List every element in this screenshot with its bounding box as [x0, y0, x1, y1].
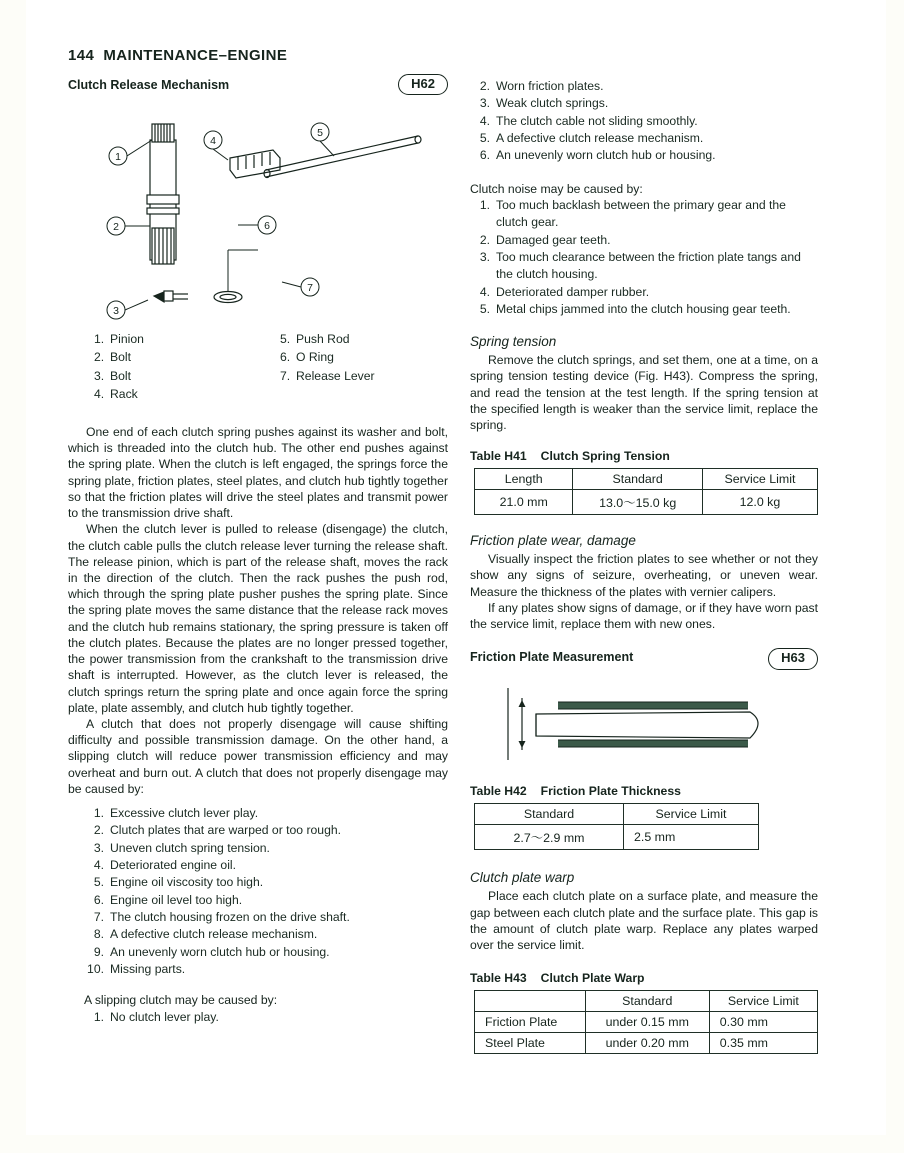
page-header [68, 47, 287, 64]
friction-plate-measurement-diagram [470, 674, 818, 784]
spring-tension-heading: Spring tension [470, 334, 557, 350]
figure-tag-h63: H63 [768, 648, 818, 669]
clutch-noise-causes-list [454, 197, 818, 318]
table-h42-caption [470, 784, 818, 798]
page-number: 144 [68, 47, 95, 64]
table-row [475, 490, 818, 515]
left-column [68, 78, 448, 1026]
list-item: 3. Too much clearance between the friction plate tangs and the clutch housing. [479, 249, 801, 282]
table-header-row [475, 469, 818, 490]
clutch-noise-intro [470, 181, 818, 197]
table-h41-clutch-spring-tension [474, 468, 818, 515]
table-row [475, 825, 759, 850]
table-cell: 12.0 kg [702, 490, 817, 515]
table-row [475, 1033, 818, 1054]
clutch-release-figure-title: Clutch Release Mechanism [68, 78, 230, 92]
legend-item [280, 330, 375, 348]
list-item: 2. Worn friction plates. [479, 79, 604, 93]
table-cell: under 0.15 mm [585, 1012, 709, 1033]
column-header: Service Limit [702, 469, 817, 490]
table-cell: Friction Plate [475, 1012, 586, 1033]
clutch-operation-text [68, 424, 448, 797]
clutch-parts-legend [68, 330, 448, 410]
legend-item [94, 348, 144, 366]
table-title: Friction Plate Thickness [540, 784, 681, 799]
legend-item-number: 2. [94, 350, 105, 365]
legend-item-label: Release Lever [296, 368, 375, 383]
figure-tag-h62: H62 [398, 74, 448, 95]
list-item: 9. An unevenly worn clutch hub or housing. [93, 944, 330, 959]
list-item: 4. Deteriorated engine oil. [93, 858, 237, 873]
column-header: Standard [573, 469, 702, 490]
table-header-row [475, 991, 818, 1012]
page-title: MAINTENANCE–ENGINE [103, 47, 288, 64]
table-label: Table H41 [470, 449, 527, 464]
clutch-diagram-svg [68, 100, 448, 332]
table-cell: 2.7～2.9 mm [475, 825, 624, 850]
list-item: 2. Clutch plates that are warped or too rough. [93, 823, 342, 838]
spring-tension-text [470, 352, 818, 433]
disengage-causes-list [68, 805, 448, 978]
list-item: 5. Engine oil viscosity too high. [93, 875, 264, 890]
legend-item-number: 5. [280, 332, 291, 346]
slipping-causes-list-part1 [68, 1009, 448, 1026]
friction-plate-measurement-title: Friction Plate Measurement [470, 650, 634, 665]
column-header: Standard [475, 804, 624, 825]
table-cell: under 0.20 mm [585, 1033, 709, 1054]
list-item: 4. Deteriorated damper rubber. [479, 284, 650, 299]
column-header: Service Limit [624, 804, 759, 825]
list-item: 4. The clutch cable not sliding smoothly. [479, 113, 698, 128]
list-item: 5. A defective clutch release mechanism. [479, 130, 704, 145]
table-title: Clutch Plate Warp [540, 971, 645, 986]
column-header: Length [475, 469, 573, 490]
friction-plate-wear-text [470, 551, 818, 632]
legend-item-label: Rack [110, 386, 138, 401]
friction-plate-svg [470, 674, 818, 780]
list-item: 1. No clutch lever play. [93, 1009, 219, 1024]
table-h42-friction-plate-thickness [474, 803, 759, 850]
list-item: 1. Too much backlash between the primary gear and the clutch gear. [479, 197, 786, 230]
table-cell: 0.30 mm [709, 1012, 817, 1033]
legend-item-number: 3. [94, 368, 105, 383]
right-column [470, 78, 818, 1054]
legend-item-number: 7. [280, 368, 291, 383]
table-header-row [475, 804, 759, 825]
table-cell: 2.5 mm [624, 825, 759, 850]
legend-item-label: Push Rod [296, 332, 350, 346]
slipping-causes-list-part2 [454, 78, 818, 165]
friction-plate-wear-heading: Friction plate wear, damage [470, 533, 636, 549]
legend-item-label: Bolt [110, 350, 132, 365]
legend-column-1 [94, 330, 144, 403]
legend-item [280, 348, 375, 366]
paragraph: One end of each clutch spring pushes against its washer and bolt, which is threaded into the clutch hub. The other end pushes against the spring plate. When the clutch is left engaged, the springs force the spring plate, friction plates, steel plates, and clutch hub tightly together so that the friction plates will drive the steel plates and transmit power to the transmission drive shaft. [68, 425, 448, 521]
legend-item-number: 1. [94, 332, 105, 346]
list-item: 5. Metal chips jammed into the clutch housing gear teeth. [479, 301, 791, 316]
paragraph: A clutch that does not properly disengage will cause shifting difficulty and possible transmission damage. On the other hand, a slipping clutch will reduce power transmission efficiency and may overheat and burn out. A clutch that does not properly disengage may be caused by: [68, 716, 448, 796]
column-header [475, 991, 586, 1012]
table-label: Table H43 [470, 971, 527, 986]
legend-item [94, 385, 144, 403]
legend-item-label: Pinion [110, 332, 144, 346]
table-cell: 13.0～15.0 kg [573, 490, 702, 515]
svg-text:1: 1 [115, 151, 121, 163]
clutch-plate-warp-heading: Clutch plate warp [470, 870, 575, 886]
table-cell: 21.0 mm [475, 490, 573, 515]
legend-item-number: 6. [280, 350, 291, 365]
slipping-clutch-intro [68, 992, 448, 1008]
table-h41-caption [470, 449, 818, 463]
legend-item-label: O Ring [296, 350, 334, 365]
paragraph: When the clutch lever is pulled to release (disengage) the clutch, the clutch cable pulls the clutch release lever turning the release shaft. The release pinion, which is part of the release shaft, moves the rack in the direction of the clutch. Then the rack pushes the push rod, which through the spring plate pusher pushes the spring plate. Since the spring plate moves the same distance that the release rack moves and the clutch hub remains stationary, the spring pressure is taken off the clutch plates. Because the plates are no longer pressed together, the power transmission from the crankshaft to the transmission drive shaft is interrupted. However, as the clutch lever is released, the clutch springs return the spring plate and once again force the spring plate, plate assembly, and clutch hub tightly together. [68, 522, 448, 715]
list-item: 10. Missing parts. [87, 961, 186, 976]
table-label: Table H42 [470, 784, 527, 799]
legend-item-number: 4. [94, 386, 105, 401]
table-h43-clutch-plate-warp [474, 990, 818, 1054]
svg-text:2: 2 [113, 221, 119, 233]
legend-column-2 [280, 330, 375, 385]
svg-text:7: 7 [307, 282, 313, 294]
list-item: 6. Engine oil level too high. [93, 892, 243, 907]
paragraph: Place each clutch plate on a surface plate, and measure the gap between each clutch plate and the surface plate. This gap is the amount of clutch plate warp. Replace any plates warped over the service limit. [470, 889, 818, 952]
list-item: 6. An unevenly worn clutch hub or housing. [479, 148, 716, 163]
list-item: 7. The clutch housing frozen on the drive shaft. [93, 910, 350, 924]
legend-item [94, 330, 144, 348]
clutch-plate-warp-text [470, 888, 818, 953]
table-title: Clutch Spring Tension [540, 449, 670, 464]
svg-text:6: 6 [264, 220, 270, 232]
table-h43-caption [470, 971, 818, 985]
table-cell: Steel Plate [475, 1033, 586, 1054]
page-sheet [26, 0, 886, 1135]
svg-text:4: 4 [210, 135, 216, 147]
svg-text:5: 5 [317, 127, 323, 139]
table-row [475, 1012, 818, 1033]
list-item: 2. Damaged gear teeth. [479, 232, 611, 247]
paragraph: A slipping clutch may be caused by: [84, 993, 278, 1008]
list-item: 1. Excessive clutch lever play. [93, 806, 259, 821]
legend-item-label: Bolt [110, 368, 132, 383]
column-header: Service Limit [709, 991, 817, 1012]
paragraph: If any plates show signs of damage, or if they have worn past the service limit, replace them with new ones. [470, 600, 818, 632]
list-item: 3. Uneven clutch spring tension. [93, 840, 270, 855]
legend-item [94, 367, 144, 385]
paragraph: Remove the clutch springs, and set them, one at a time, on a spring tension testing device (Fig. H43). Compress the spring, and read the tension at the test length. If the spring tension at the specified length is weaker than the service limit, replace the spring. [470, 353, 818, 433]
list-item: 8. A defective clutch release mechanism. [93, 927, 318, 942]
svg-text:3: 3 [113, 305, 119, 317]
paragraph: Clutch noise may be caused by: [470, 181, 643, 196]
paragraph: Visually inspect the friction plates to see whether or not they show any signs of seizure, overheating, or uneven wear. Measure the thickness of the plates with vernier calipers. [470, 552, 818, 599]
table-cell: 0.35 mm [709, 1033, 817, 1054]
list-item: 3. Weak clutch springs. [479, 96, 609, 111]
legend-item [280, 367, 375, 385]
column-header: Standard [585, 991, 709, 1012]
clutch-release-mechanism-diagram [68, 100, 448, 330]
